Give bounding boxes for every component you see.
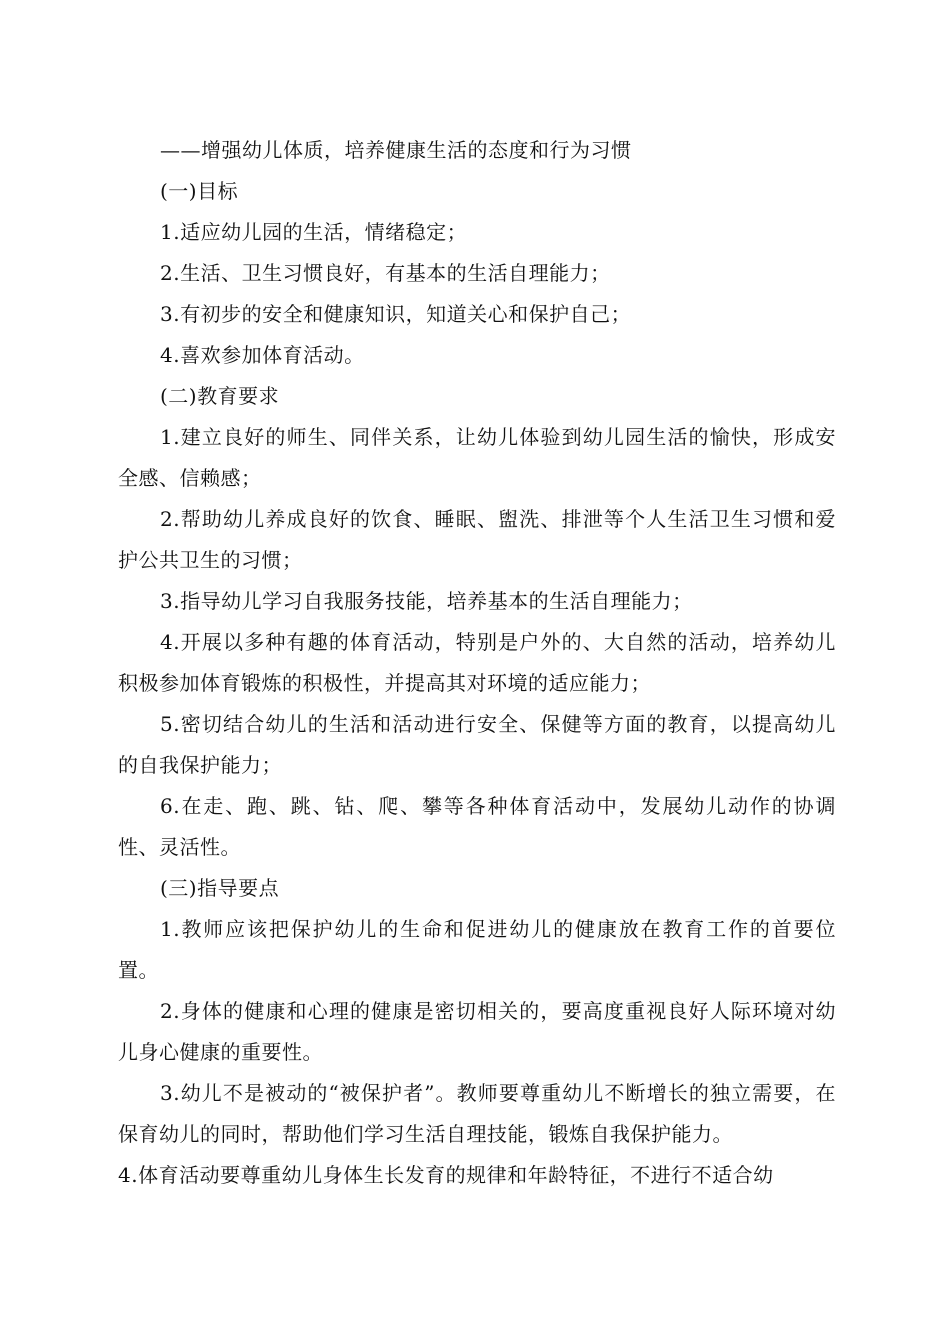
section-heading-guidance: (三)指导要点 bbox=[160, 876, 280, 900]
guidance-item: 4.体育活动要尊重幼儿身体生长发育的规律和年龄特征，不进行不适合幼 bbox=[118, 1163, 774, 1187]
guidance-item: 2.身体的健康和心理的健康是密切相关的，要高度重视良好人际环境对幼儿身心健康的重要性。 bbox=[118, 999, 836, 1064]
section-heading-goals: (一)目标 bbox=[160, 179, 239, 203]
document-body bbox=[118, 130, 836, 1196]
goal-item: 4.喜欢参加体育活动。 bbox=[160, 343, 365, 367]
guidance-item: 1.教师应该把保护幼儿的生命和促进幼儿的健康放在教育工作的首要位置。 bbox=[118, 917, 836, 982]
requirement-item: 1.建立良好的师生、同伴关系，让幼儿体验到幼儿园生活的愉快，形成安全感、信赖感； bbox=[118, 425, 836, 490]
requirement-item: 5.密切结合幼儿的生活和活动进行安全、保健等方面的教育，以提高幼儿的自我保护能力； bbox=[118, 712, 836, 777]
requirement-item: 2.帮助幼儿养成良好的饮食、睡眠、盥洗、排泄等个人生活卫生习惯和爱护公共卫生的习惯； bbox=[118, 507, 836, 572]
requirement-item: 4.开展以多种有趣的体育活动，特别是户外的、大自然的活动，培养幼儿积极参加体育锻炼的积极性，并提高其对环境的适应能力； bbox=[118, 630, 836, 695]
goal-item: 1.适应幼儿园的生活，情绪稳定； bbox=[160, 220, 468, 244]
requirement-item: 6.在走、跑、跳、钻、爬、攀等各种体育活动中，发展幼儿动作的协调性、灵活性。 bbox=[118, 794, 836, 859]
guidance-item: 3.幼儿不是被动的“被保护者”。教师要尊重幼儿不断增长的独立需要，在保育幼儿的同时，帮助他们学习生活自理技能，锻炼自我保护能力。 bbox=[118, 1081, 836, 1146]
document-subtitle: ——增强幼儿体质，培养健康生活的态度和行为习惯 bbox=[160, 138, 632, 162]
goal-item: 3.有初步的安全和健康知识，知道关心和保护自己； bbox=[160, 302, 632, 326]
goal-item: 2.生活、卫生习惯良好，有基本的生活自理能力； bbox=[160, 261, 611, 285]
requirement-item: 3.指导幼儿学习自我服务技能，培养基本的生活自理能力； bbox=[160, 589, 693, 613]
section-heading-requirements: (二)教育要求 bbox=[160, 384, 280, 408]
